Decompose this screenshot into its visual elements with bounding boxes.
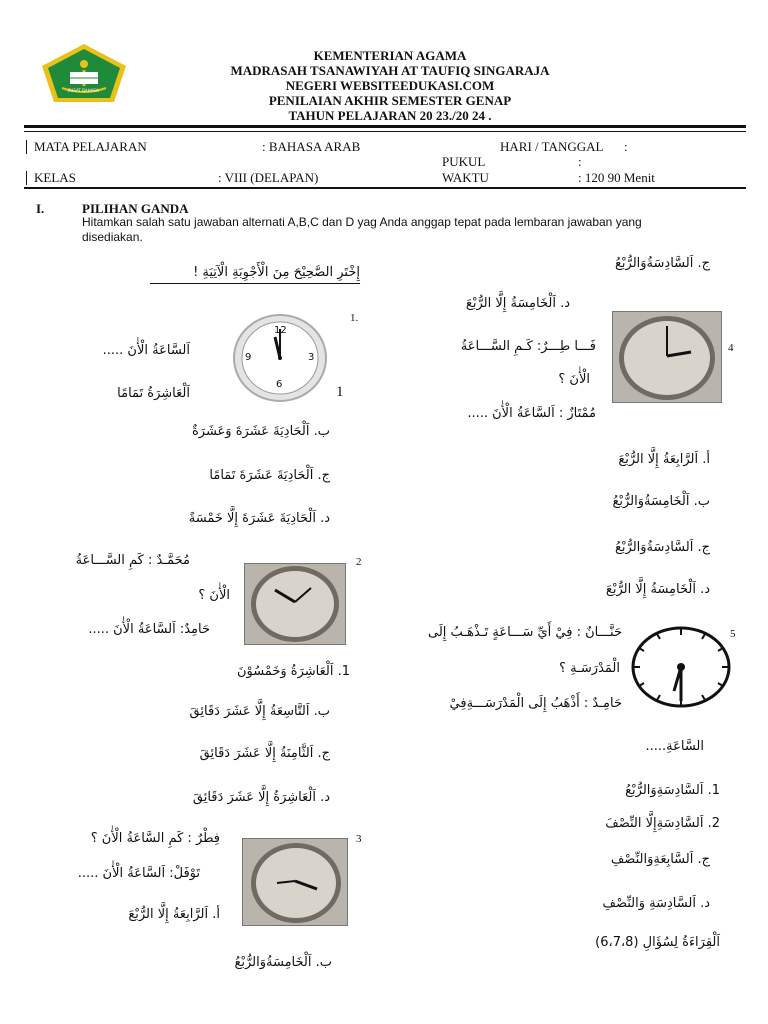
subject-label: MATA PELAJARAN (34, 139, 147, 154)
q5-line-3: حَامِـدٌ : أَذْهَبُ إِلَى الْمَدْرَسَـــةِفِيْ (449, 696, 622, 711)
instruction-line-2: disediakan. (82, 230, 143, 244)
q5-line-4: السَّاعَةِ..... (645, 739, 704, 754)
q4-line-3: مُمْتَازٌ : اَلسَّاعَةُ الْأٰنَ ..... (467, 406, 596, 421)
q2-option-d: د. اَلْعَاشِرَةُ إِلَّا عَشَرَ دَقَائِقَ (192, 790, 330, 805)
q1-option-a: اَلْعَاشِرَةُ تَمَامًا (117, 386, 190, 401)
q2-line-3: حَامِدٌ: اَلسَّاعَةُ الْأٰنَ ..... (88, 622, 210, 637)
header-line-4: PENILAIAN AKHIR SEMESTER GENAP (268, 93, 512, 108)
q1-clock-num-12: 12 (274, 325, 287, 336)
q1-prompt: اَلسَّاعَةُ الْأٰنَ ..... (102, 343, 190, 358)
header-line-1: KEMENTERIAN AGAMA (313, 48, 467, 63)
q3-option-a: أ. اَلرَّابِعَةُ إِلَّا الرُّبْعَ (128, 907, 220, 922)
q5-option-b: 2. اَلسَّادِسَةِإِلَّا النِّصْفَ (605, 816, 720, 831)
q1-option-a-marker: 1 (336, 384, 344, 400)
q3-clock-photo (242, 838, 348, 926)
q2-option-b: ب. اَلتَّاسِعَةُ إِلَّا عَشَرَ دَقَائِقَ (189, 704, 330, 719)
logo-text: PUSAT BAHASA (68, 88, 99, 93)
class-value: : VIII (DELAPAN) (218, 170, 319, 185)
q4-option-b: ب. اَلْخَامِسَةُوَالرُّبْعُ (612, 494, 710, 509)
duration-label: WAKTU (442, 170, 489, 185)
instruction-line-1: Hitamkan salah satu jawaban alternati A,B,C dan D yag Anda anggap tepat pada lembaran jawaban yang (82, 215, 642, 229)
subject-value: : BAHASA ARAB (262, 139, 361, 154)
q1-clock-num-6: 6 (276, 379, 283, 390)
q4-option-d: د. اَلْخَامِسَةُ إِلَّا الرُّبْعَ (605, 582, 710, 597)
q5-option-d: د. اَلسَّادِسَةِ وَالنِّصْفِ (602, 896, 710, 911)
q4-option-a: أ. اَلرَّابِعَةُ إِلَّا الرُّبْعَ (618, 452, 710, 467)
q4-number: 4 (728, 342, 734, 354)
header-line-5: TAHUN PELAJARAN 20 23./20 24 . (288, 108, 492, 123)
q3-number: 3 (356, 833, 362, 845)
q5-option-a: 1. اَلسَّادِسَةِوَالرُّبْعُ (625, 783, 720, 798)
q2-clock-photo (244, 563, 346, 645)
meta-left-bar-2 (26, 171, 27, 185)
header-rule-thick (24, 125, 746, 128)
reading-heading: اَلْقِرَاءَةُ لِسُؤَالِ (6،7،8) (595, 935, 720, 950)
q1-option-b: ب. اَلْحَادِيَةَ عَشَرَةَ وَعَشَرَةٌ (191, 424, 330, 439)
q1-clock (232, 313, 328, 403)
q4-line-2: الْأٰنَ ؟ (558, 372, 590, 387)
q1-number: 1. (350, 312, 359, 324)
q1-option-c: ج. اَلْحَادِيَةَ عَشَرَةَ تَمَامًا (209, 468, 330, 483)
q3-line-2: تَوْفَلْ: اَلسَّاعَةُ الْأٰنَ ..... (77, 866, 200, 881)
meta-left-bar (26, 140, 27, 154)
day-label: HARI / TANGGAL (500, 139, 604, 154)
q1-option-d: د. اَلْحَادِيَةَ عَشَرَةَ إِلَّا خَمْسَةً (188, 511, 330, 526)
q2-number: 2 (356, 556, 362, 568)
q2-option-c: ج. اَلثَّامِنَةُ إِلَّا عَشَرَ دَقَائِقَ (199, 746, 330, 761)
duration-value: : 120 90 Menit (578, 170, 655, 185)
day-value: : (624, 139, 628, 154)
q4-option-c: ج. اَلسَّادِسَةُوَالرُّبْعُ (615, 540, 710, 555)
q3-option-b: ب. اَلْخَامِسَةُوَالرُّبْعُ (234, 955, 332, 970)
section-number: I. (36, 201, 45, 216)
q5-clock (630, 625, 732, 709)
q3-option-d: د. اَلْخَامِسَةُ إِلَّا الرُّبْعَ (465, 296, 570, 311)
instruction-heading-arabic: إِخْتَرِ الصَّحِيْحَ مِنَ الْأَجْوِبَةِ الْآتِيَةِ ! (150, 265, 360, 284)
q5-option-c: ج. اَلسَّابِعَةِوَالنِّصْفِ (610, 852, 710, 867)
q1-clock-num-9: 9 (245, 352, 252, 363)
meta-rule (24, 187, 746, 189)
header-line-3: NEGERI WEBSITEEDUKASI.COM (285, 78, 495, 93)
header-line-2: MADRASAH TSANAWIYAH AT TAUFIQ SINGARAJA (230, 63, 550, 78)
q5-line-1: حَنَّـــانٌ : فِيْ أَيِّ سَـــاعَةٍ تَـذْهَـبُ إِلَى (428, 625, 622, 640)
header-rule-thin (24, 131, 746, 132)
time-label: PUKUL (442, 154, 486, 169)
q3-option-c: ج. اَلسَّادِسَةُوَالرُّبْعُ (615, 256, 710, 271)
class-label: KELAS (34, 170, 76, 185)
q5-line-2: الْمَدْرَسَـةِ ؟ (559, 661, 620, 676)
q5-number: 5 (730, 628, 736, 640)
time-value: : (578, 154, 582, 169)
section-title: PILIHAN GANDA (82, 201, 189, 216)
q2-option-a: 1. اَلْعَاشِرَةُ وَخَمْسُوْنَ (236, 664, 350, 679)
q2-line-1: مُحَمَّـدٌ : كَمِ السَّـــاعَةُ (75, 553, 190, 568)
q4-clock-photo (612, 311, 722, 403)
q4-line-1: فَـــا طِـــرٌ: كَـمِ السَّـــاعَةُ (460, 339, 596, 354)
school-logo (40, 42, 128, 104)
q1-clock-num-3: 3 (308, 352, 315, 363)
q3-line-1: فِطْرٌ : كَمِ السَّاعَةُ الْأٰنَ ؟ (90, 831, 220, 846)
q2-line-2: الْأٰنَ ؟ (198, 588, 230, 603)
